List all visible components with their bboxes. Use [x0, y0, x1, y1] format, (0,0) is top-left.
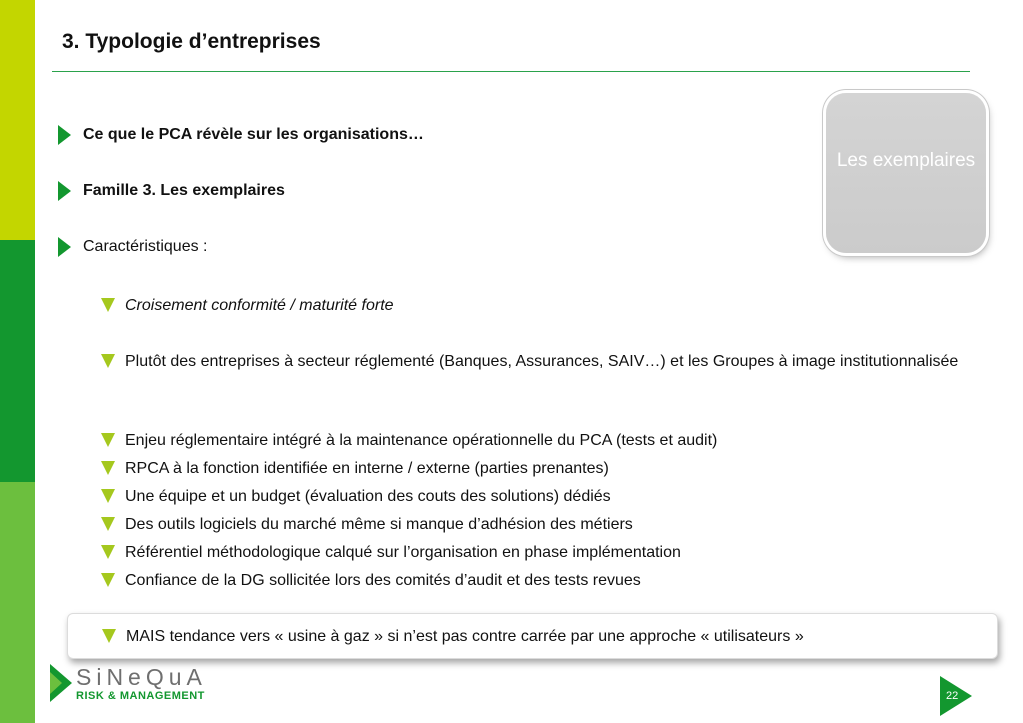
bullet-text: RPCA à la fonction identifiée en interne / externe (parties prenantes)	[125, 460, 609, 477]
bullet-level1	[58, 237, 208, 257]
bullet-level2	[101, 569, 988, 592]
logo-name: SiNeQuA	[76, 664, 207, 690]
side-strip-top	[0, 0, 35, 240]
bullet-level2	[101, 294, 988, 317]
triangle-right-icon	[58, 237, 71, 257]
bullet-text: Famille 3. Les exemplaires	[83, 182, 285, 199]
bullet-text: Ce que le PCA révèle sur les organisations…	[83, 126, 424, 143]
side-strip-bottom	[0, 482, 35, 723]
bullet-level2	[101, 513, 988, 536]
triangle-down-icon	[101, 298, 115, 312]
triangle-down-icon	[101, 433, 115, 447]
bullet-text: Plutôt des entreprises à secteur réglementé (Banques, Assurances, SAIV…) et les Groupes à image institutionnalisée	[125, 353, 959, 370]
triangle-right-icon	[58, 181, 71, 201]
bullet-level2	[102, 625, 982, 648]
title-divider	[52, 71, 970, 72]
page-number-text: 22	[946, 690, 959, 702]
company-logo	[50, 664, 250, 706]
triangle-down-icon	[101, 573, 115, 587]
side-strip-middle	[0, 240, 35, 482]
bullet-level2	[101, 350, 988, 373]
bullet-level2	[101, 541, 988, 564]
logo-mark-icon	[50, 664, 74, 702]
bullet-text: Enjeu réglementaire intégré à la maintenance opérationnelle du PCA (tests et audit)	[125, 432, 718, 449]
bullet-text: Confiance de la DG sollicitée lors des comités d’audit et des tests revues	[125, 572, 641, 589]
bullet-level2	[101, 457, 988, 480]
bullet-level1	[58, 181, 285, 201]
triangle-down-icon	[101, 354, 115, 368]
callout-box	[67, 613, 998, 659]
triangle-down-icon	[101, 545, 115, 559]
bullet-text: Croisement conformité / maturité forte	[125, 297, 394, 314]
triangle-right-icon	[58, 125, 71, 145]
bullet-text: Référentiel méthodologique calqué sur l’organisation en phase implémentation	[125, 544, 681, 561]
slide-title: 3. Typologie d’entreprises	[62, 30, 321, 53]
bullet-text: Des outils logiciels du marché même si manque d’adhésion des métiers	[125, 516, 633, 533]
callout-text: MAIS tendance vers « usine à gaz » si n’est pas contre carrée par une approche « utilisateurs »	[126, 628, 804, 645]
bullet-level2	[101, 429, 988, 452]
bullet-level1	[58, 125, 424, 145]
bullet-text: Caractéristiques :	[83, 238, 208, 255]
triangle-down-icon	[101, 461, 115, 475]
bullet-level2	[101, 485, 988, 508]
category-badge: Les exemplaires	[826, 93, 986, 253]
triangle-down-icon	[101, 517, 115, 531]
triangle-down-icon	[101, 489, 115, 503]
bullet-text: Une équipe et un budget (évaluation des couts des solutions) dédiés	[125, 488, 611, 505]
logo-subtitle: RISK & MANAGEMENT	[76, 690, 205, 702]
triangle-down-icon	[102, 629, 116, 643]
page-number	[940, 676, 972, 716]
